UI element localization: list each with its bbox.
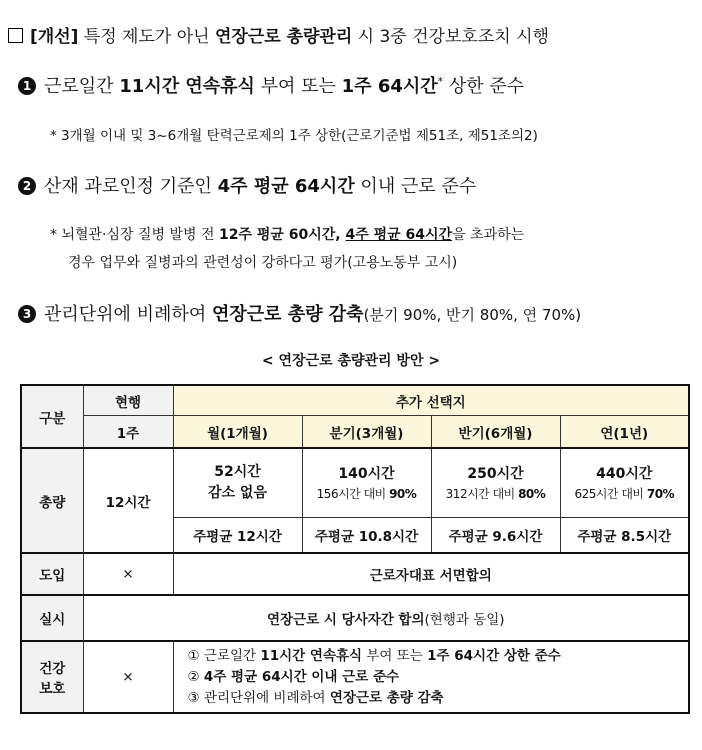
note-2-bold-1: 12주 평균 60시간 [218,227,336,243]
health-measures [173,641,689,713]
point-1 [18,72,524,98]
point-2-post: 이내 근로 준수 [354,176,477,197]
point-1-note: * 3개월 이내 및 3~6개월 탄력근로제의 1주 상한(근로기준법 제51조, 제51조의2) [50,128,538,144]
number-1-icon: 1 [18,77,36,95]
point-3-paren: (분기 90%, 반기 80%, 연 70%) [363,306,582,324]
point-1-bold: 11시간 연속휴식 [119,76,255,97]
total-quarter [302,448,431,518]
intro-current: × [83,553,173,595]
point-2-note-line-1 [50,224,524,244]
implementation-value [83,595,689,641]
total-year [560,448,689,518]
health-label-1: 건강 [39,661,66,677]
section-title [8,22,549,47]
point-2-note-line-2: 경우 업무와 질병과의 관련성이 강하다고 평가(고용노동부 고시) [68,255,458,271]
note-2-bold-2: 4주 평균 64시간 [345,227,453,243]
title-tag: [개선] [30,27,79,47]
health-item-3-mark: ③ [187,689,200,706]
row-label-intro: 도입 [21,553,83,595]
note-2-pre: * 뇌혈관·심장 질병 발병 전 [50,227,219,243]
note-2-post: 을 초과하는 [452,227,525,243]
weekly-avg-month: 주평균 12시간 [173,518,302,554]
health-item-3 [188,688,689,709]
weekly-avg-half: 주평균 9.6시간 [431,518,560,554]
point-1-footnote-mark: * [437,75,444,88]
point-2-pre: 산재 과로인정 기준인 [44,176,218,197]
note-2-sep: , [335,227,346,243]
total-half-sub: 312시간 대비 [445,487,519,501]
health-label-2: 보호 [39,681,66,697]
total-half-amount: 250시간 [467,466,524,482]
total-month-sub: 감소 없음 [208,485,267,501]
title-text-2: 시 3중 건강보호조치 시행 [352,27,549,47]
header-unit-year: 연(1년) [560,416,689,449]
header-unit-month: 월(1개월) [173,416,302,449]
point-1-bold2: 1주 64시간 [341,76,438,97]
health-item-2 [188,667,689,688]
header-current-unit: 1주 [83,416,173,449]
point-1-post: 상한 준수 [443,76,525,97]
title-text-bold: 연장근로 총량관리 [214,27,353,47]
total-month-amount: 52시간 [214,464,261,480]
table-caption: < 연장근로 총량관리 방안 > [261,353,441,369]
intro-value: 근로자대표 서면합의 [173,553,689,595]
total-quarter-amount: 140시간 [338,466,395,482]
point-1-pre: 근로일간 [44,76,120,97]
implementation-bold: 연장근로 시 당사자간 합의 [266,612,425,628]
header-additional-options: 추가 선택지 [173,385,689,416]
health-item-2-mark: ② [187,668,200,685]
health-item-1-bold-2: 1주 64시간 상한 준수 [427,647,561,664]
number-3-icon: 3 [18,305,36,323]
header-unit-half: 반기(6개월) [431,416,560,449]
total-quarter-sub: 156시간 대비 [316,487,390,501]
health-item-1-mark: ① [187,647,200,664]
point-3 [18,300,581,326]
health-item-2-bold: 4주 평균 64시간 이내 근로 준수 [203,668,400,685]
health-current: × [83,641,173,713]
header-current: 현행 [83,385,173,416]
total-current: 12시간 [83,448,173,553]
header-category: 구분 [21,385,83,448]
weekly-avg-year: 주평균 8.5시간 [560,518,689,554]
overtime-total-management-table [20,384,690,714]
row-label-health [21,641,83,713]
weekly-avg-quarter: 주평균 10.8시간 [302,518,431,554]
health-item-1-pre: 근로일간 [199,647,261,664]
total-quarter-pct: 90% [389,487,417,501]
row-label-total: 총량 [21,448,83,553]
total-half-pct: 80% [518,487,546,501]
point-1-mid: 부여 또는 [254,76,342,97]
point-3-bold: 연장근로 총량 감축 [211,304,364,325]
point-2-bold: 4주 평균 64시간 [217,176,355,197]
health-item-3-pre: 관리단위에 비례하여 [199,689,330,706]
health-item-1 [188,646,689,667]
total-month [173,448,302,518]
health-item-3-bold: 연장근로 총량 감축 [329,689,444,706]
number-2-icon: 2 [18,177,36,195]
health-item-1-bold-1: 11시간 연속휴식 [260,647,363,664]
total-year-pct: 70% [646,487,675,501]
title-text-1: 특정 제도가 아닌 [78,27,215,47]
row-label-implementation: 실시 [21,595,83,641]
total-half [431,448,560,518]
implementation-paren: (현행과 동일) [424,612,505,628]
total-year-amount: 440시간 [596,466,653,482]
point-3-pre: 관리단위에 비례하여 [44,304,212,325]
health-item-1-mid: 부여 또는 [362,647,428,664]
total-year-sub: 625시간 대비 [574,487,647,501]
point-2 [18,172,476,198]
checkbox-square-icon [8,28,23,43]
header-unit-quarter: 분기(3개월) [302,416,431,449]
